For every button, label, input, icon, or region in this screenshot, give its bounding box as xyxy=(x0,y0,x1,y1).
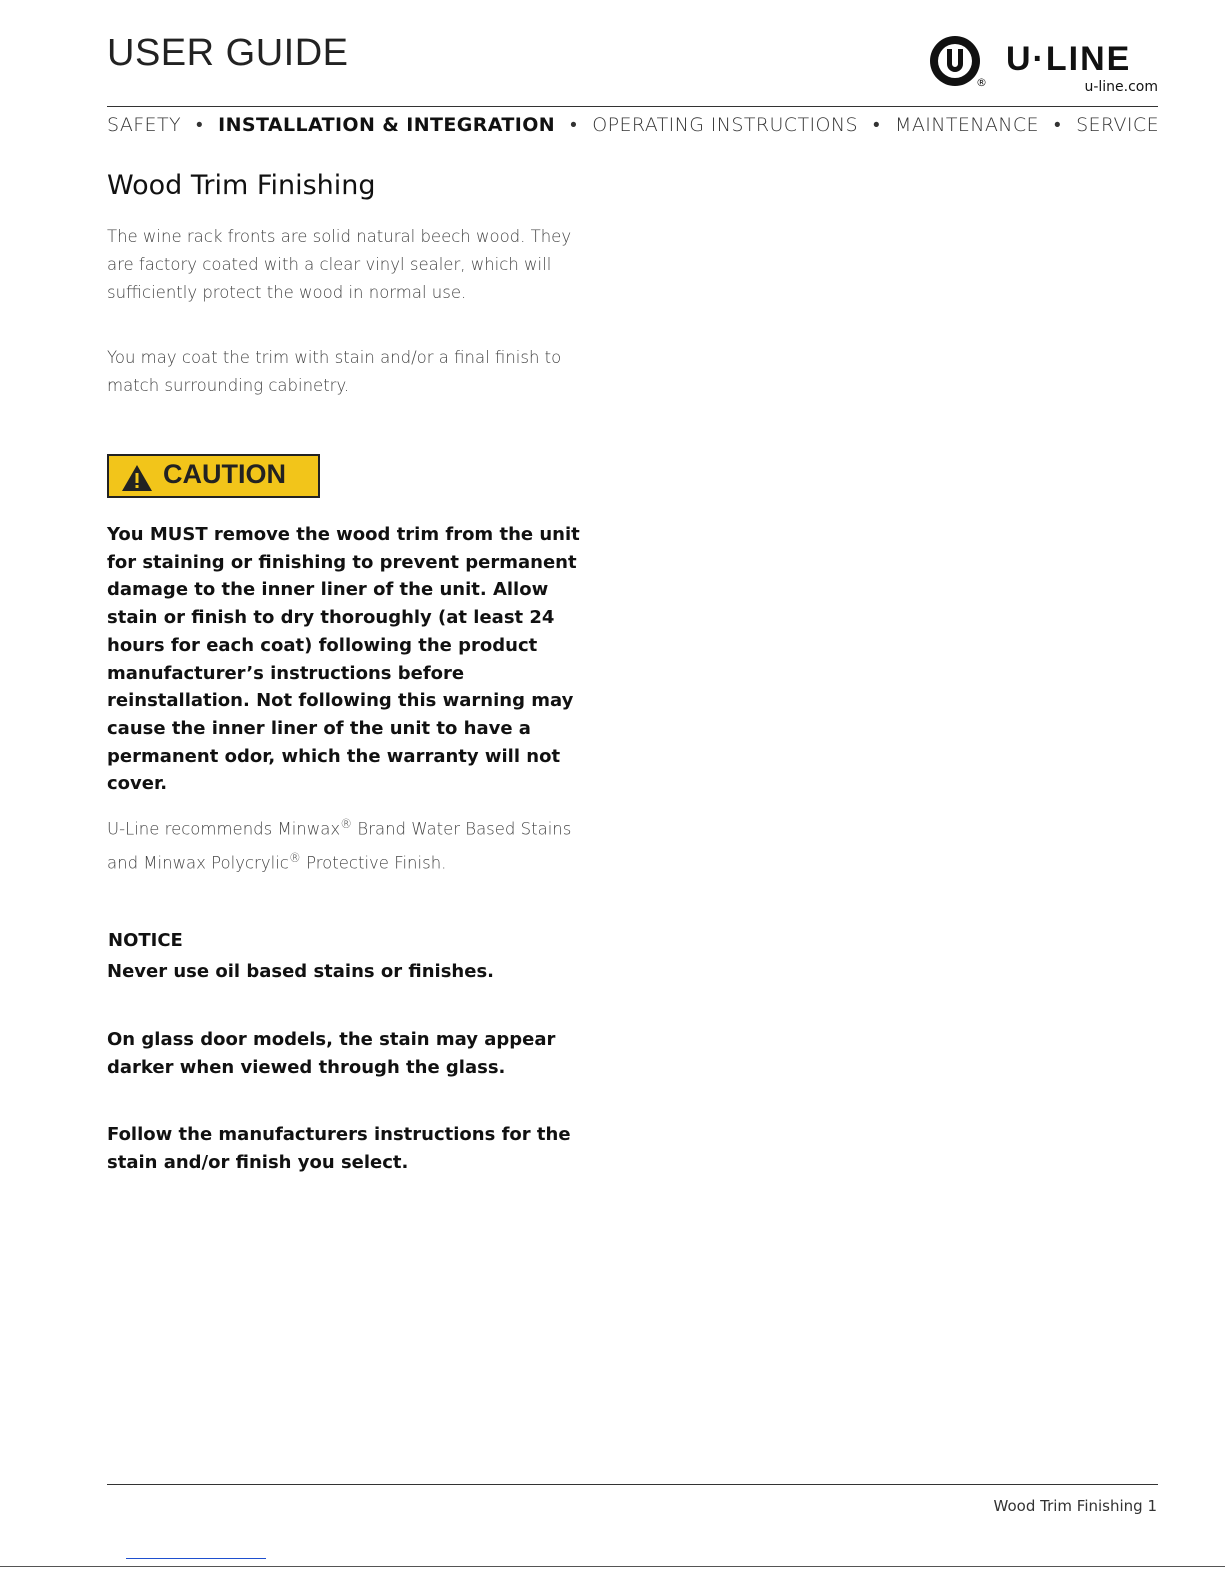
caution-label xyxy=(107,454,320,498)
nav-separator: • xyxy=(570,114,578,136)
notice-heading: NOTICE xyxy=(108,930,183,951)
page-bottom-rule xyxy=(0,1566,1225,1567)
section-title: Wood Trim Finishing xyxy=(107,170,376,201)
brand-url[interactable]: u-line.com xyxy=(1084,79,1158,95)
footer-divider xyxy=(107,1484,1158,1485)
doc-title: USER GUIDE xyxy=(107,32,349,74)
intro-paragraph: The wine rack fronts are solid natural beech wood. They are factory coated with a clear vinyl sealer, which will sufficiently protect the wood in normal use. xyxy=(107,227,572,302)
registered-mark: ® xyxy=(976,76,987,89)
uline-logo-icon xyxy=(928,34,982,88)
notice-glass: On glass door models, the stain may appear darker when viewed through the glass. xyxy=(107,1029,556,1078)
caution-text: CAUTION xyxy=(163,459,286,489)
page-footer: Wood Trim Finishing 1 xyxy=(993,1497,1157,1515)
notice-manufacturer: Follow the manufacturers instructions for the stain and/or finish you select. xyxy=(107,1124,571,1173)
brand-logo xyxy=(928,34,1160,96)
nav-separator: • xyxy=(1053,114,1062,136)
coat-paragraph: You may coat the trim with stain and/or a final finish to match surrounding cabinetry. xyxy=(107,348,562,395)
nav-item-operating: OPERATING INSTRUCTIONS xyxy=(592,114,858,136)
brand-name: U·LINE xyxy=(1006,40,1132,78)
header-divider xyxy=(107,106,1158,107)
warning-triangle-icon xyxy=(121,464,153,492)
nav-item-maintenance: MAINTENANCE xyxy=(895,114,1039,136)
recommend-paragraph: U-Line recommends Minwax® Brand Water Based Stains and Minwax Polycrylic® Protective Finish. xyxy=(107,817,572,872)
nav-separator: • xyxy=(196,114,204,136)
nav-item-installation: INSTALLATION & INTEGRATION xyxy=(218,114,556,136)
nav-item-service: SERVICE xyxy=(1076,114,1159,136)
nav-item-safety: SAFETY xyxy=(107,114,181,136)
nav-separator: • xyxy=(872,114,880,136)
caution-paragraph: You MUST remove the wood trim from the unit for staining or finishing to prevent permanent damage to the inner liner of the unit. Allow stain or finish to dry thoroughly (at least 24 hours for each coat) following the product manufacturer’s instructions before reinstallation. Not following this warning may cause the inner liner of the unit to have a permanent odor, which the warranty will not cover. xyxy=(107,524,580,795)
link-underline[interactable] xyxy=(126,1558,266,1559)
section-nav xyxy=(107,114,1159,137)
notice-oil: Never use oil based stains or finishes. xyxy=(107,961,494,982)
